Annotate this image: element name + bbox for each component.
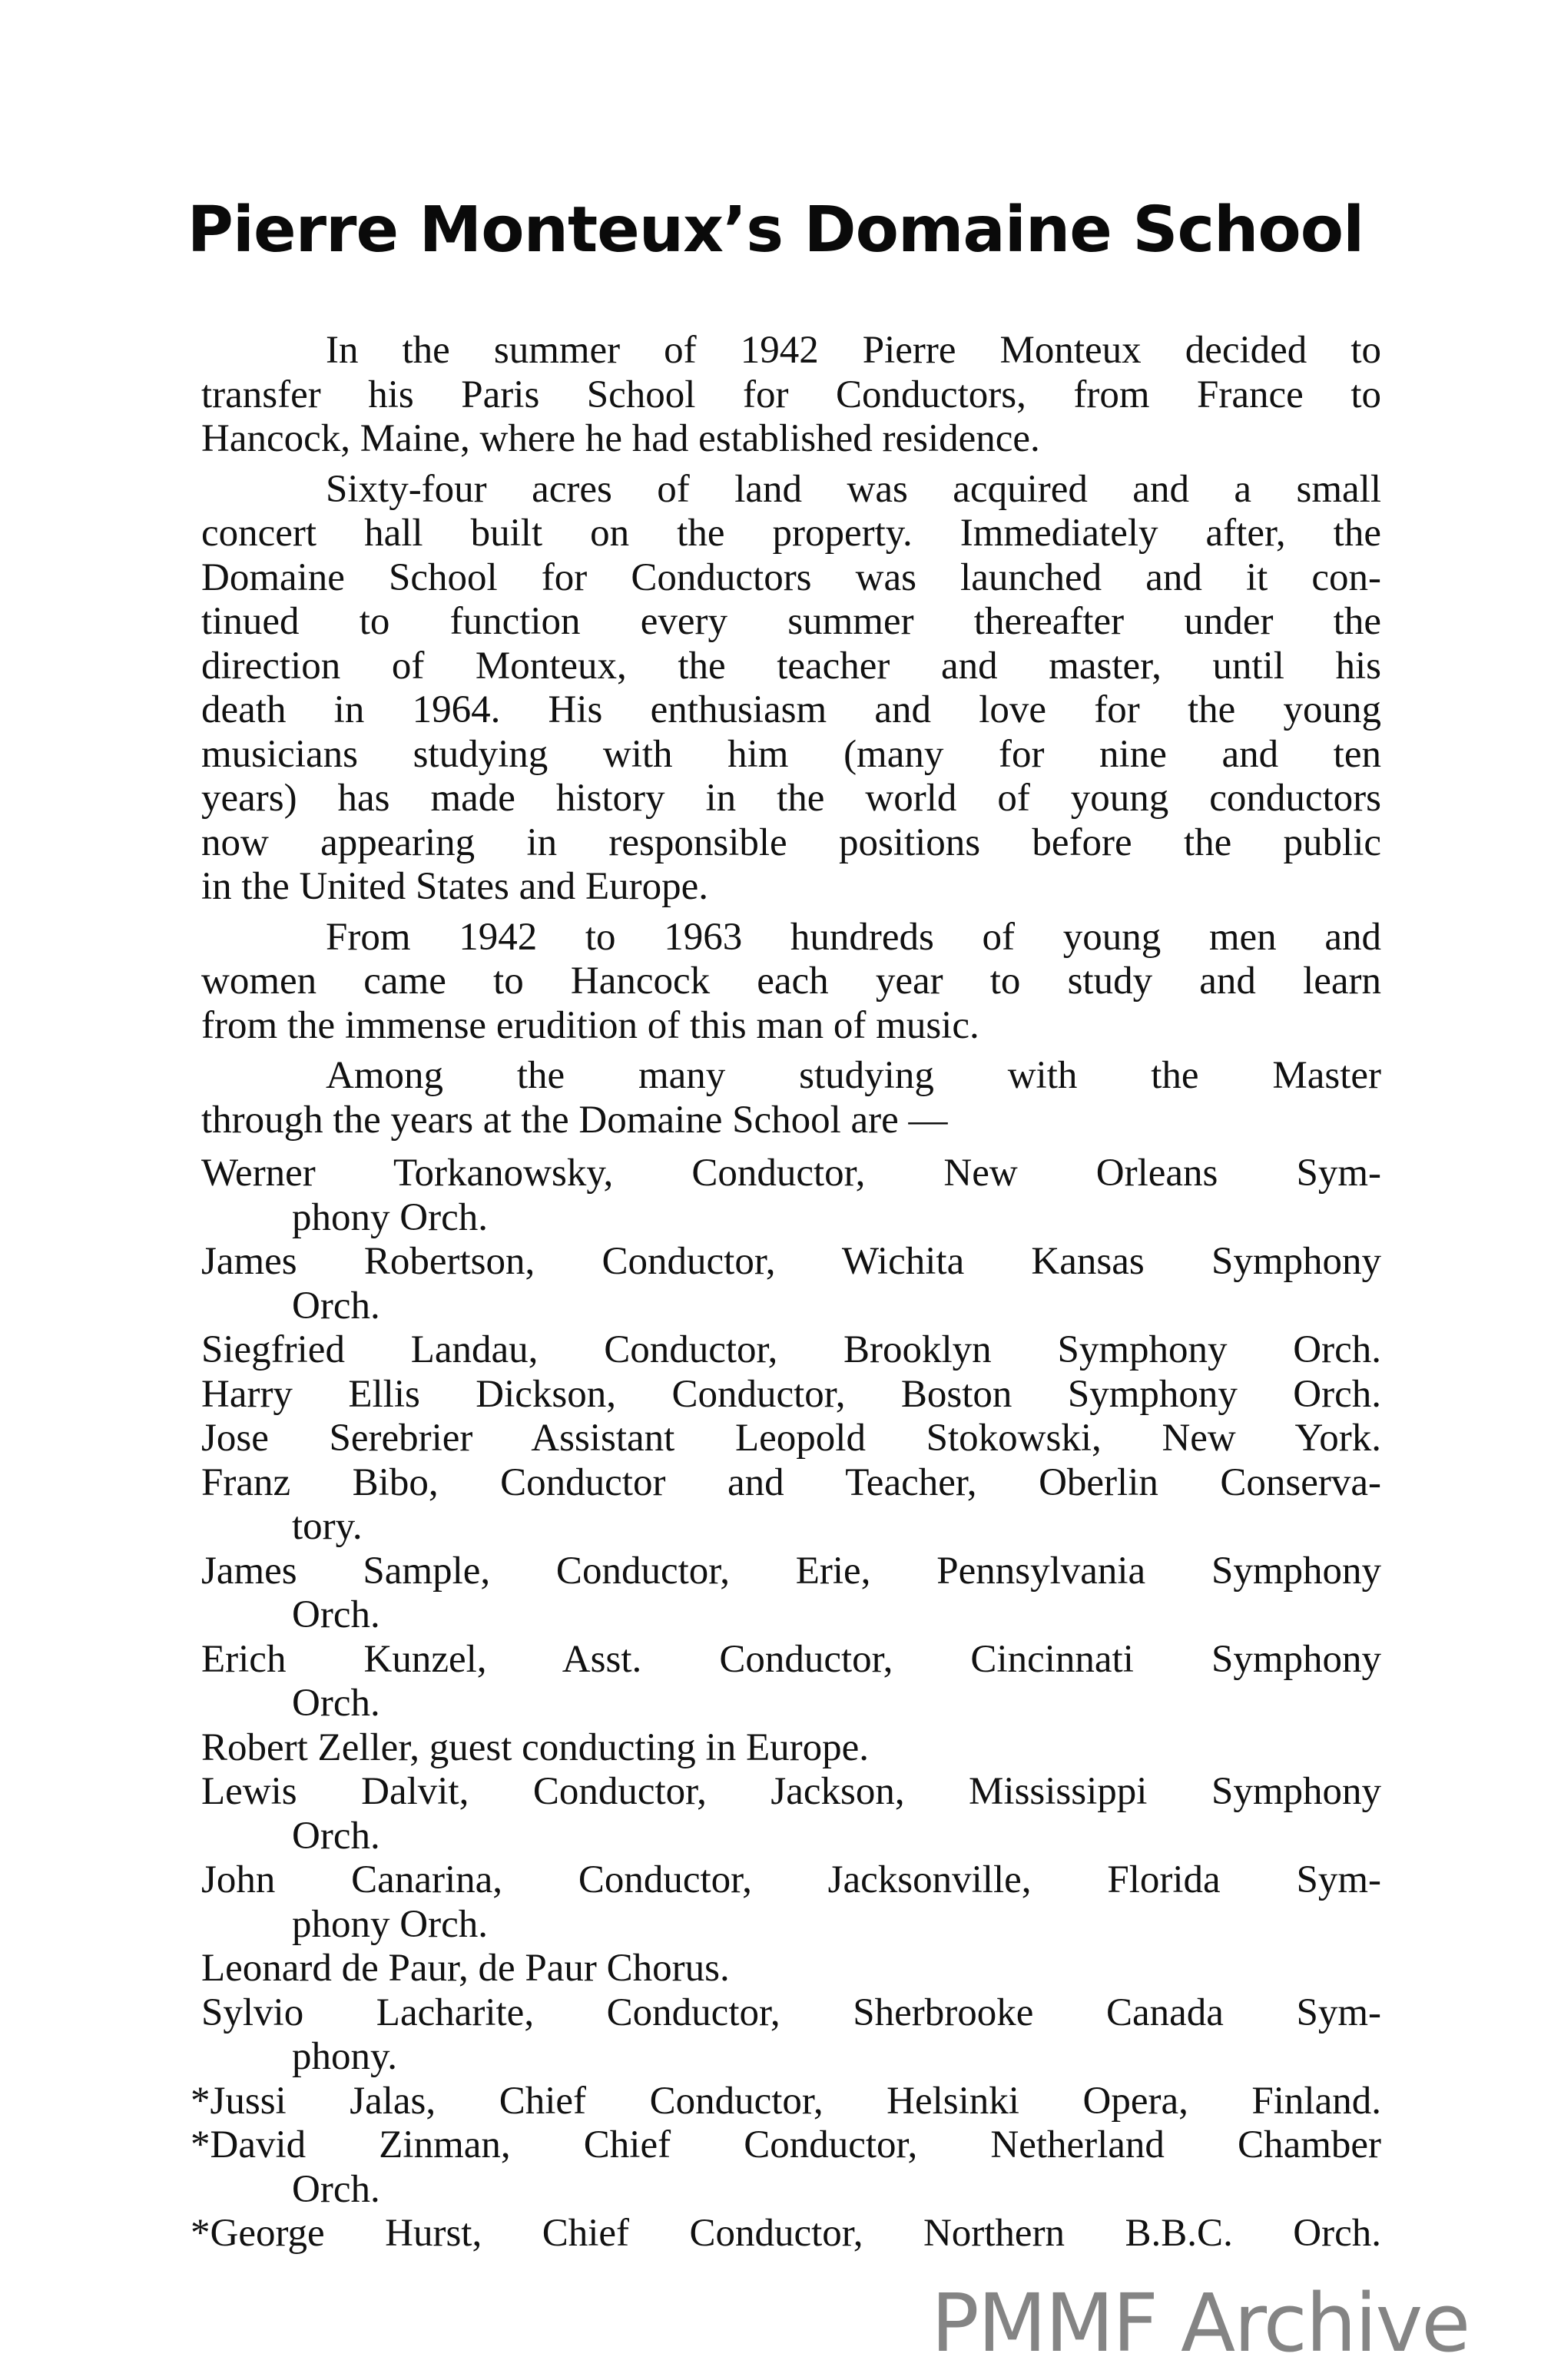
paragraph (201, 916, 1381, 1049)
paragraph-line: direction of Monteux, the teacher and master, until his (201, 644, 1381, 688)
paragraph-line: through the years at the Domaine School are — (201, 1098, 948, 1142)
alumni-entry (191, 2212, 1381, 2256)
alumni-entry (201, 1461, 1381, 1550)
paragraph-line: years) has made history in the world of young conductors (201, 777, 1381, 820)
alumni-entry (201, 1858, 1381, 1947)
alumni-line: tory. (292, 1505, 363, 1548)
alumni-line: Werner Torkanowsky, Conductor, New Orleans Sym- (201, 1152, 1381, 1195)
paragraph-line: From 1942 to 1963 hundreds of young men and (326, 915, 1381, 959)
paragraph (201, 329, 1381, 462)
paragraph-line: in the United States and Europe. (201, 865, 709, 908)
alumni-entry (201, 1373, 1381, 1417)
alumni-list (191, 1152, 1381, 2256)
paragraph-line: In the summer of 1942 Pierre Monteux decided to (326, 329, 1381, 372)
paragraph (201, 1054, 1381, 1142)
alumni-entry (201, 1550, 1381, 1638)
alumni-entry (201, 1991, 1381, 2080)
alumni-line: Erich Kunzel, Asst. Conductor, Cincinnati Symphony (201, 1637, 1381, 1681)
alumni-entry (191, 2123, 1381, 2212)
alumni-line: *David Zinman, Chief Conductor, Netherland Chamber (191, 2123, 1381, 2166)
intro-paragraphs (201, 329, 1381, 1142)
alumni-line: James Robertson, Conductor, Wichita Kansas Symphony (201, 1240, 1381, 1283)
alumni-line: Orch. (292, 1682, 380, 1725)
document-body (191, 329, 1381, 2256)
paragraph-line: Hancock, Maine, where he had established residence. (201, 417, 1040, 460)
alumni-entry (201, 1726, 1381, 1771)
alumni-line: Robert Zeller, guest conducting in Europe. (201, 1725, 869, 1769)
watermark: PMMF Archive (931, 2276, 1470, 2370)
alumni-line: Orch. (292, 1284, 380, 1328)
alumni-line: Sylvio Lacharite, Conductor, Sherbrooke Canada Sym- (201, 1991, 1381, 2034)
paragraph-line: Domaine School for Conductors was launched and it con- (201, 555, 1381, 599)
alumni-entry (201, 1328, 1381, 1373)
alumni-line: phony Orch. (292, 1195, 488, 1239)
paragraph-line: from the immense erudition of this man of music. (201, 1003, 979, 1047)
alumni-entry (201, 1638, 1381, 1726)
alumni-line: *George Hurst, Chief Conductor, Northern B.B.C. Orch. (191, 2212, 1381, 2255)
alumni-line: Orch. (292, 1814, 380, 1858)
paragraph (201, 468, 1381, 910)
alumni-entry (201, 1152, 1381, 1240)
alumni-line: *Jussi Jalas, Chief Conductor, Helsinki Opera, Finland. (191, 2079, 1381, 2123)
alumni-line: Harry Ellis Dickson, Conductor, Boston Symphony Orch. (201, 1372, 1381, 1416)
alumni-line: James Sample, Conductor, Erie, Pennsylvania Symphony (201, 1549, 1381, 1593)
alumni-line: Orch. (292, 2167, 380, 2211)
alumni-line: Leonard de Paur, de Paur Chorus. (201, 1947, 730, 1990)
alumni-line: phony Orch. (292, 1902, 488, 1946)
alumni-line: phony. (292, 2035, 397, 2078)
paragraph-line: women came to Hancock each year to study and learn (201, 960, 1381, 1003)
alumni-line: Orch. (292, 1593, 380, 1636)
alumni-entry (201, 1240, 1381, 1328)
alumni-line: Siegfried Landau, Conductor, Brooklyn Symphony Orch. (201, 1328, 1381, 1371)
paragraph-line: Among the many studying with the Master (326, 1054, 1381, 1097)
alumni-line: Franz Bibo, Conductor and Teacher, Oberlin Conserva- (201, 1460, 1381, 1504)
alumni-entry (201, 1947, 1381, 1991)
paragraph-line: concert hall built on the property. Immediately after, the (201, 512, 1381, 555)
paragraph-line: tinued to function every summer thereafter under the (201, 600, 1381, 643)
page-title: Pierre Monteux’s Domaine School (187, 194, 1364, 267)
alumni-entry (201, 1417, 1381, 1461)
paragraph-line: transfer his Paris School for Conductors, from France to (201, 373, 1381, 416)
alumni-line: Lewis Dalvit, Conductor, Jackson, Mississippi Symphony (201, 1770, 1381, 1813)
alumni-entry (191, 2079, 1381, 2124)
paragraph-line: Sixty-four acres of land was acquired and a small (326, 467, 1381, 511)
paragraph-line: now appearing in responsible positions before the public (201, 820, 1381, 864)
alumni-line: John Canarina, Conductor, Jacksonville, Florida Sym- (201, 1858, 1381, 1901)
alumni-entry (201, 1770, 1381, 1858)
paragraph-line: death in 1964. His enthusiasm and love for the young (201, 688, 1381, 731)
paragraph-line: musicians studying with him (many for nine and ten (201, 732, 1381, 776)
alumni-line: Jose Serebrier Assistant Leopold Stokowski, New York. (201, 1417, 1381, 1460)
